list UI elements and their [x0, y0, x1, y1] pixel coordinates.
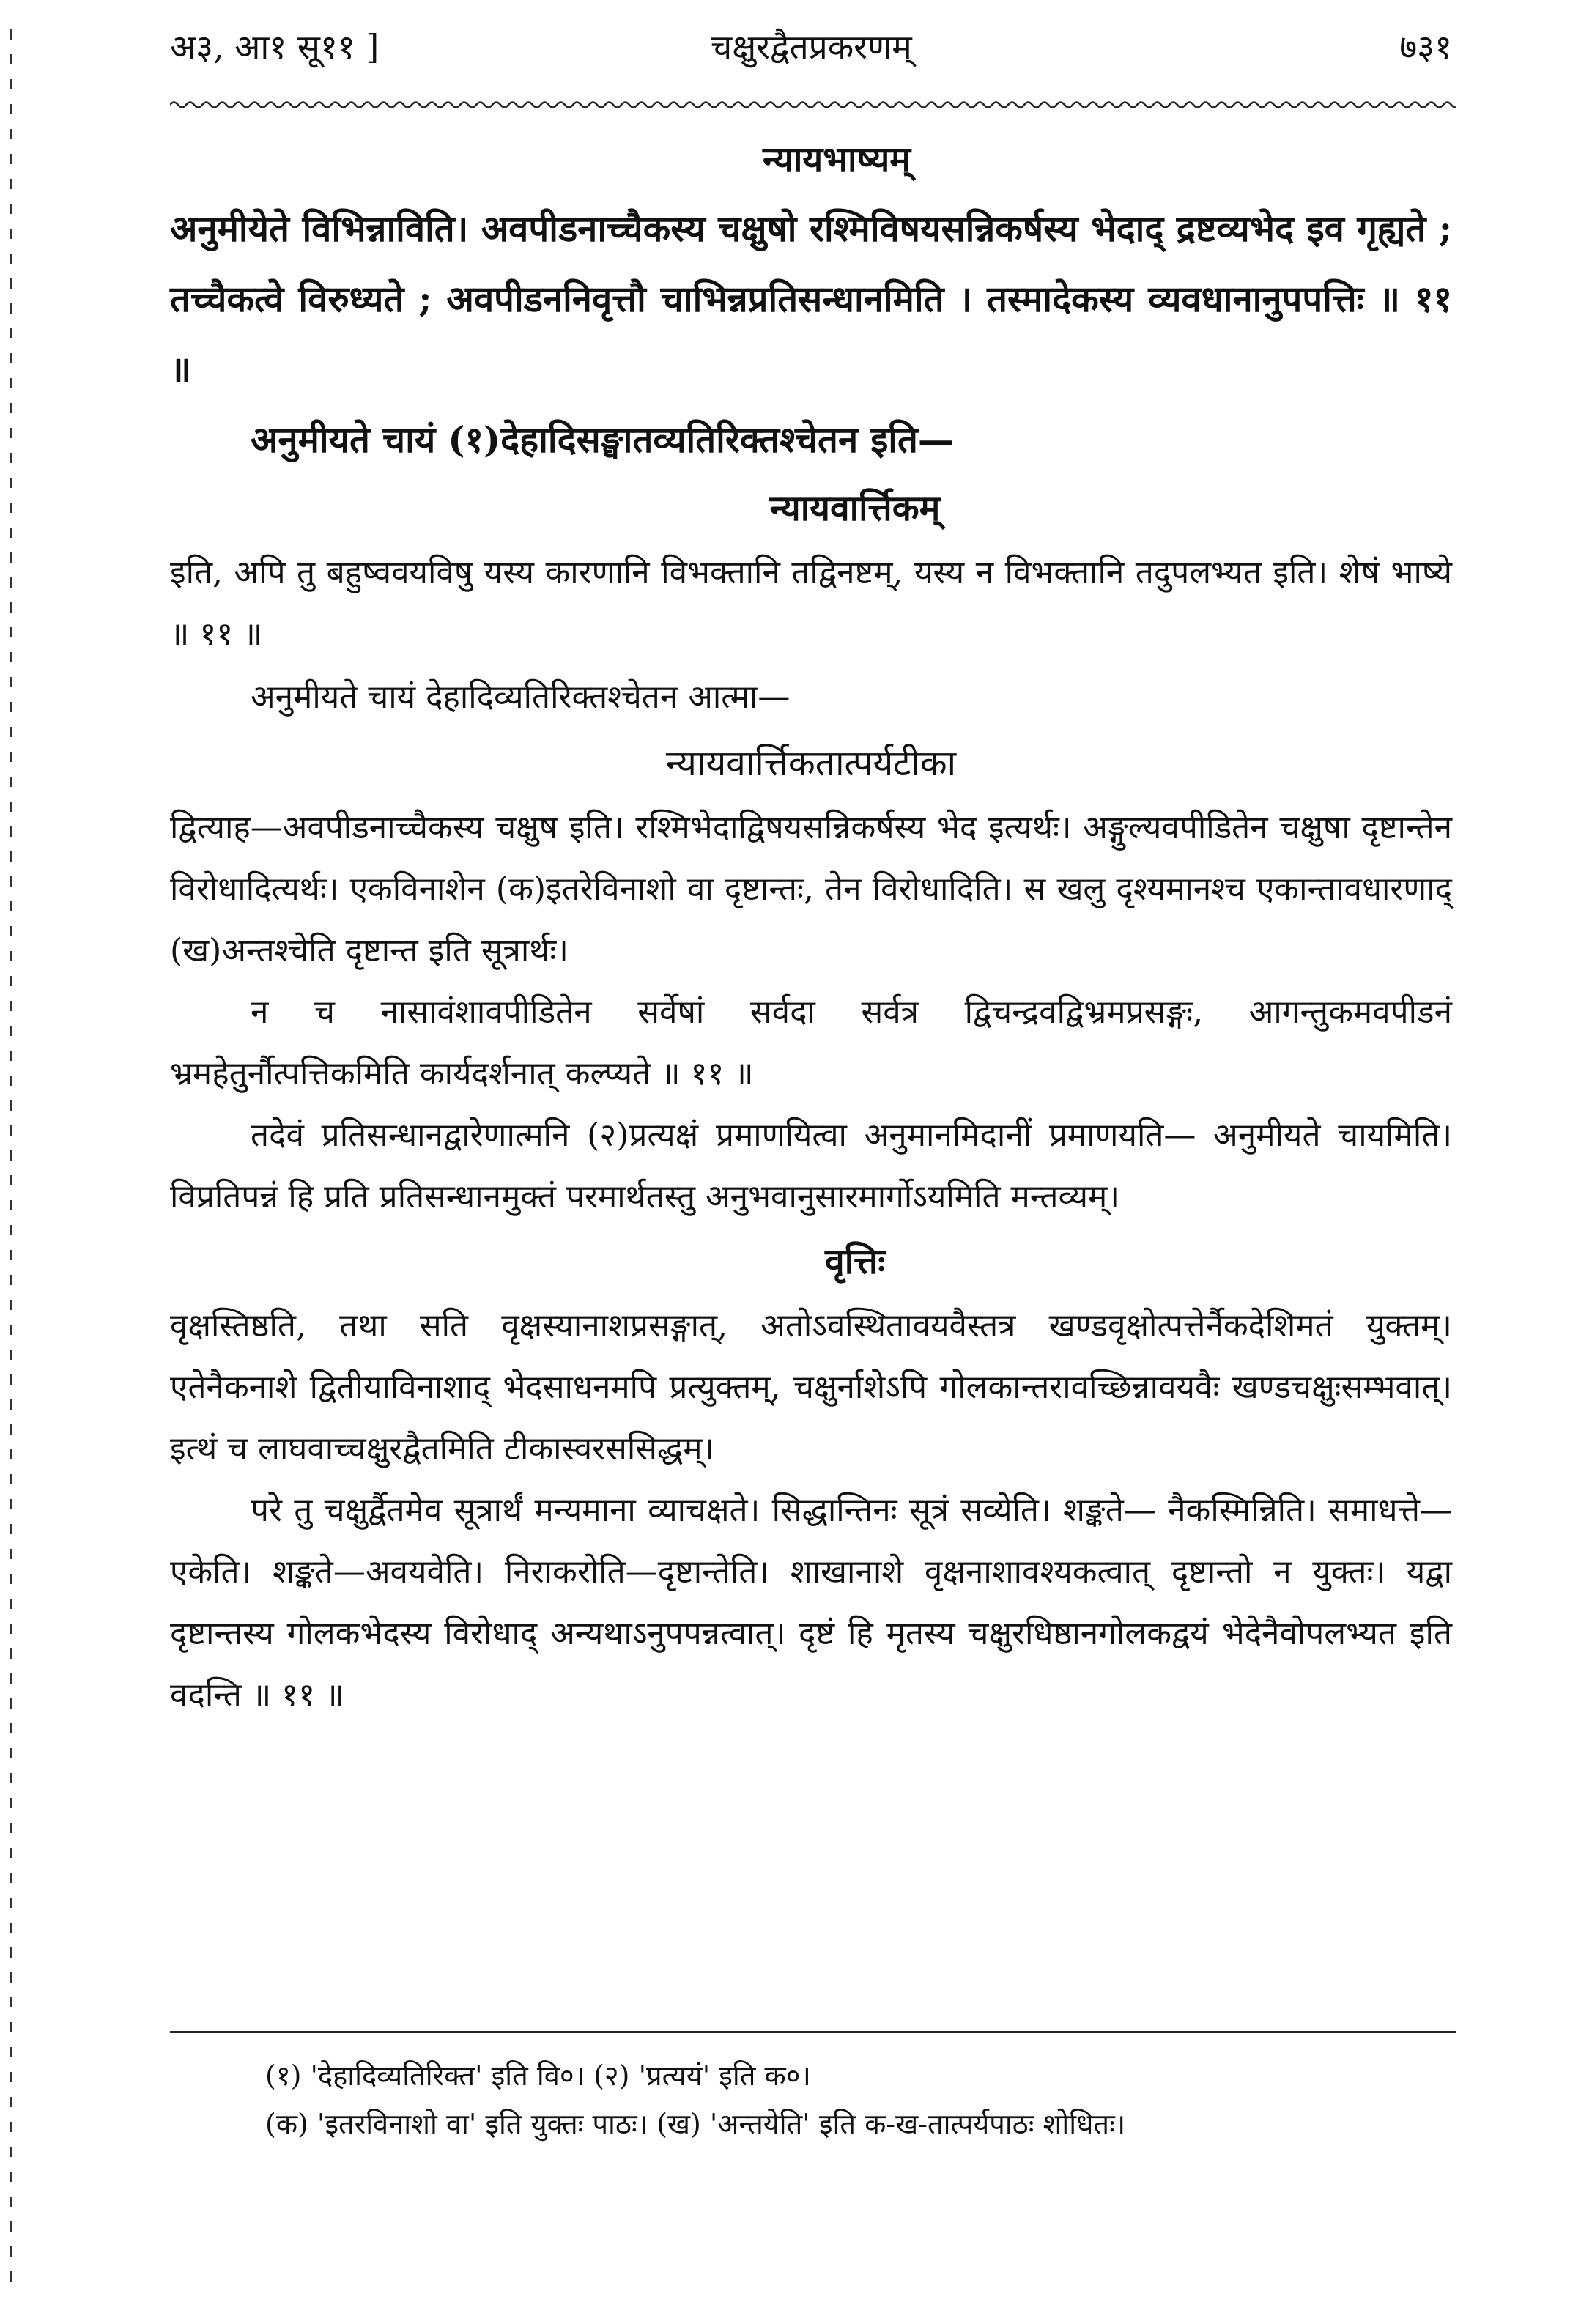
- footnote-line-1: (१) 'देहादिव्यतिरिक्त' इति वि०। (२) 'प्रत्ययं' इति क०।: [265, 2060, 811, 2092]
- vritti-heading: वृत्तिः: [825, 1241, 885, 1282]
- footnote-divider: [170, 2031, 1456, 2033]
- page-number: ७३१: [1399, 27, 1452, 67]
- header-chapter-title: चक्षुरद्वैतप्रकरणम्: [711, 27, 912, 67]
- margin-dotted-rule: [10, 29, 12, 2286]
- running-header: [170, 23, 1452, 89]
- footnote-line-2: (क) 'इतरविनाशो वा' इति युक्तः पाठः। (ख) 'अन्तयेति' इति क-ख-तात्पर्यपाठः शोधितः।: [265, 2108, 1126, 2140]
- bhashya-next-sutra-intro: अनुमीयते चायं (१)देहादिसङ्घातव्यतिरिक्तश्चेतन इति—: [251, 418, 954, 461]
- vritti-paragraph-1: वृक्षस्तिष्ठति, तथा सति वृक्षस्यानाशप्रसङ्गात्, अतोऽवस्थितावयवैस्तत्र खण्डवृक्षोत्पत्तेर्नैकदेशिमतं युक्तम्। एतेनैकनाशे द्वितीयाविनाशाद् भेदसाधनमपि प्रत्युक्तम्, चक्षुर्नाशेऽपि गोलकान्तरावच्छिन्नावयवैः खण्डचक्षुःसम्भवात्। इत्थं च लाघवाच्चक्षुरद्वैतमिति टीकास्वरससिद्धम्।: [170, 1307, 1452, 1468]
- tika-paragraph-2: न च नासावंशावपीडितेन सर्वेषां सर्वदा सर्वत्र द्विचन्द्रवद्विभ्रमप्रसङ्गः, आगन्तुकमवपीडनं भ्रमहेतुर्नौत्पत्तिकमिति कार्यदर्शनात् कल्प्यते ॥ ११ ॥: [170, 993, 1452, 1092]
- footnotes: [265, 2051, 1452, 2148]
- tika-heading: न्यायवार्त्तिकतात्पर्यटीका: [665, 743, 957, 784]
- tika-paragraph-1: द्वित्याह—अवपीडनाच्चैकस्य चक्षुष इति। रश्मिभेदाद्विषयसन्निकर्षस्य भेद इत्यर्थः। अङ्गुल्यवपीडितेन चक्षुषा दृष्टान्तेन विरोधादित्यर्थः। एकविनाशेन (क)इतरेविनाशो वा दृष्टान्तः, तेन विरोधादिति। स खलु दृश्यमानश्च एकान्तावधारणाद् (ख)अन्तश्चेति दृष्टान्त इति सूत्रार्थः।: [170, 809, 1452, 969]
- vartika-text: इति, अपि तु बहुष्ववयविषु यस्य कारणानि विभक्तानि तद्विनष्टम्, यस्य न विभक्तानि तदुपलभ्यत इति। शेषं भाष्ये ॥ ११ ॥: [170, 554, 1452, 653]
- header-section-reference: अ३, आ१ सू११ ]: [170, 27, 380, 67]
- vartika-heading: न्यायवार्त्तिकम्: [769, 488, 941, 529]
- bhashya-heading: न्यायभाष्यम्: [762, 139, 911, 180]
- vartika-next-intro: अनुमीयते चायं देहादिव्यतिरिक्तश्चेतन आत्मा—: [251, 678, 791, 716]
- wavy-rule: [170, 97, 1456, 113]
- main-text-block: [170, 126, 1452, 1726]
- bhashya-text: अनुमीयेते विभिन्नाविति। अवपीडनाच्चैकस्य चक्षुषो रश्मिविषयसन्निकर्षस्य भेदाद् द्रष्टव्यभेद इव गृह्यते ; तच्चैकत्वे विरुध्यते ; अवपीडननिवृत्तौ चाभिन्नप्रतिसन्धानमिति । तस्मादेकस्य व्यवधानानुपपत्तिः ॥ ११ ॥: [170, 207, 1452, 391]
- vritti-paragraph-2: परे तु चक्षुर्द्वैतमेव सूत्रार्थं मन्यमाना व्याचक्षते। सिद्धान्तिनः सूत्रं सव्येति। शङ्कते— नैकस्मिन्निति। समाधत्ते—एकेति। शङ्कते—अवयवेति। निराकरोति—दृष्टान्तेति। शाखानाशे वृक्षनाशावश्यकत्वात् दृष्टान्तो न युक्तः। यद्वा दृष्टान्तस्य गोलकभेदस्य विरोधाद् अन्यथाऽनुपपन्नत्वात्। दृष्टं हि मृतस्य चक्षुरधिष्ठानगोलकद्वयं भेदेनैवोपलभ्यत इति वदन्ति ॥ ११ ॥: [170, 1492, 1452, 1714]
- tika-paragraph-3: तदेवं प्रतिसन्धानद्वारेणात्मनि (२)प्रत्यक्षं प्रमाणयित्वा अनुमानमिदानीं प्रमाणयति— अनुमीयते चायमिति। विप्रतिपन्नं हि प्रति प्रतिसन्धानमुक्तं परमार्थतस्तु अनुभवानुसारमार्गोऽयमिति मन्तव्यम्।: [170, 1117, 1452, 1215]
